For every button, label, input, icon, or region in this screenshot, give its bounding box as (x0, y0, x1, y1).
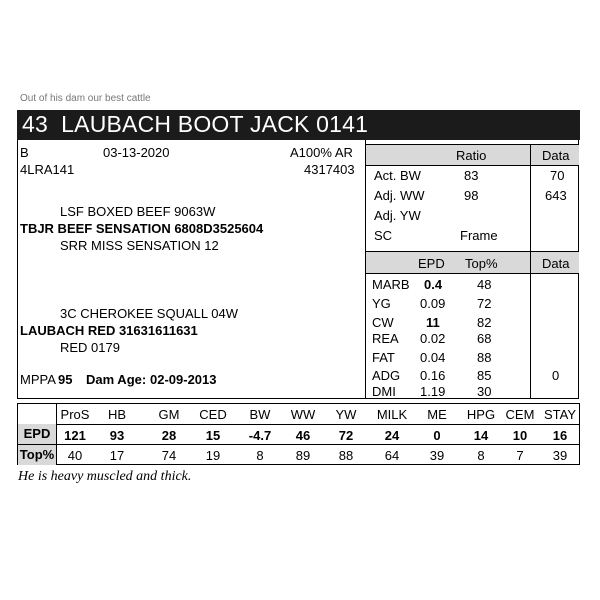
ratio-label: Adj. YW (374, 208, 421, 223)
dam: LAUBACH RED 31631611631 (20, 323, 198, 338)
top-percent-value: 89 (295, 448, 311, 463)
sex-code: B (20, 145, 29, 160)
animal-name: LAUBACH BOOT JACK 0141 (61, 111, 369, 137)
divider (366, 165, 579, 166)
carcass-epd: 0.4 (424, 277, 443, 292)
carcass-epd: 0.04 (420, 350, 446, 365)
epd-value: 121 (64, 428, 86, 443)
epd-value: 46 (295, 428, 311, 443)
epd-column-header: STAY (543, 407, 577, 422)
mppa-label: MPPA (20, 372, 56, 387)
epd-column-header: HB (107, 407, 127, 422)
ratio-label: SC (374, 228, 393, 243)
epd-column-header: ME (427, 407, 447, 422)
epd-value: 93 (109, 428, 125, 443)
ratio-value: 83 (464, 168, 479, 183)
carcass-top-header: Top% (465, 256, 498, 271)
ratio-header: Ratio (456, 148, 487, 163)
sire: TBJR BEEF SENSATION 6808D3525604 (20, 221, 264, 236)
top-percent-value: 64 (384, 448, 400, 463)
sire-dam: SRR MISS SENSATION 12 (60, 238, 219, 253)
top-percent-value: 39 (552, 448, 568, 463)
divider (530, 252, 531, 398)
ratio-label: Act. BW (374, 168, 421, 183)
carcass-epd-header: EPD (418, 256, 445, 271)
carcass-data-header: Data (542, 256, 570, 271)
carcass-epd: 11 (426, 315, 440, 330)
epd-column-header: BW (249, 407, 271, 422)
cut-off-text: Out of his dam our best cattle (20, 93, 151, 104)
epd-column-header: YW (335, 407, 357, 422)
divider (366, 273, 579, 274)
carcass-label: DMI (372, 384, 396, 399)
breed-percent: A100% AR (290, 145, 353, 160)
frame-label: Frame (460, 228, 498, 243)
epd-column-header: MILK (376, 407, 408, 422)
mppa-value: 95 (58, 372, 73, 387)
carcass-epd: 0.16 (420, 368, 446, 383)
carcass-data: 0 (552, 368, 560, 383)
comment-text: He is heavy muscled and thick. (18, 469, 192, 484)
carcass-label: FAT (372, 350, 395, 365)
epd-value: 24 (384, 428, 400, 443)
top-percent-value: 74 (161, 448, 177, 463)
dam-sire: 3C CHEROKEE SQUALL 04W (60, 306, 238, 321)
divider (530, 144, 531, 251)
dam-age-label: Dam Age: (86, 372, 147, 387)
epd-column-header: GM (158, 407, 180, 422)
carcass-epd: 0.09 (420, 296, 446, 311)
epd-value: 10 (512, 428, 528, 443)
birth-date: 03-13-2020 (103, 145, 170, 160)
top-percent-value: 39 (429, 448, 445, 463)
top-percent-value: 19 (205, 448, 221, 463)
epd-value: 16 (552, 428, 568, 443)
epd-value: 14 (473, 428, 489, 443)
dam-dam: RED 0179 (60, 340, 120, 355)
epd-value: 72 (338, 428, 354, 443)
carcass-top: 30 (477, 384, 492, 399)
top-percent-value: 40 (67, 448, 83, 463)
tattoo: 4LRA141 (20, 162, 75, 177)
carcass-top: 82 (477, 315, 492, 330)
epd-column-header: CED (199, 407, 227, 422)
top-percent-value: 17 (109, 448, 125, 463)
carcass-top: 68 (477, 331, 492, 346)
top-percent-value: 8 (256, 448, 264, 463)
carcass-label: ADG (372, 368, 401, 383)
top-percent-value: 88 (338, 448, 354, 463)
divider (57, 424, 580, 425)
top-percent-value: 7 (516, 448, 524, 463)
animal-title (22, 111, 368, 138)
ratio-data: 643 (545, 188, 567, 203)
ratio-label: Adj. WW (374, 188, 425, 203)
carcass-epd: 1.19 (420, 384, 446, 399)
registration-number: 4317403 (304, 162, 355, 177)
top-percent-value: 8 (477, 448, 485, 463)
carcass-top: 48 (477, 277, 492, 292)
epd-value: 28 (161, 428, 177, 443)
carcass-top: 85 (477, 368, 492, 383)
epd-value: 0 (433, 428, 441, 443)
divider (366, 144, 579, 145)
carcass-label: REA (372, 331, 399, 346)
ratio-data: 70 (550, 168, 565, 183)
epd-column-header: HPG (466, 407, 496, 422)
carcass-label: MARB (372, 277, 410, 292)
carcass-label: CW (372, 315, 394, 330)
carcass-top: 72 (477, 296, 492, 311)
carcass-label: YG (372, 296, 391, 311)
epd-column-header: ProS (60, 407, 90, 422)
epd-column-header: WW (290, 407, 316, 422)
sire-sire: LSF BOXED BEEF 9063W (60, 204, 216, 219)
epd-row-label: EPD (18, 424, 56, 444)
epd-value: -4.7 (248, 428, 272, 443)
dam-age-value: 02-09-2013 (150, 372, 217, 387)
carcass-top: 88 (477, 350, 492, 365)
epd-value: 15 (205, 428, 221, 443)
carcass-epd: 0.02 (420, 331, 446, 346)
epd-column-header: CEM (505, 407, 535, 422)
top-row-label: Top% (18, 445, 56, 465)
data-header: Data (542, 148, 570, 163)
divider (18, 444, 580, 445)
lot-number: 43 (22, 111, 48, 137)
ratio-value: 98 (464, 188, 479, 203)
